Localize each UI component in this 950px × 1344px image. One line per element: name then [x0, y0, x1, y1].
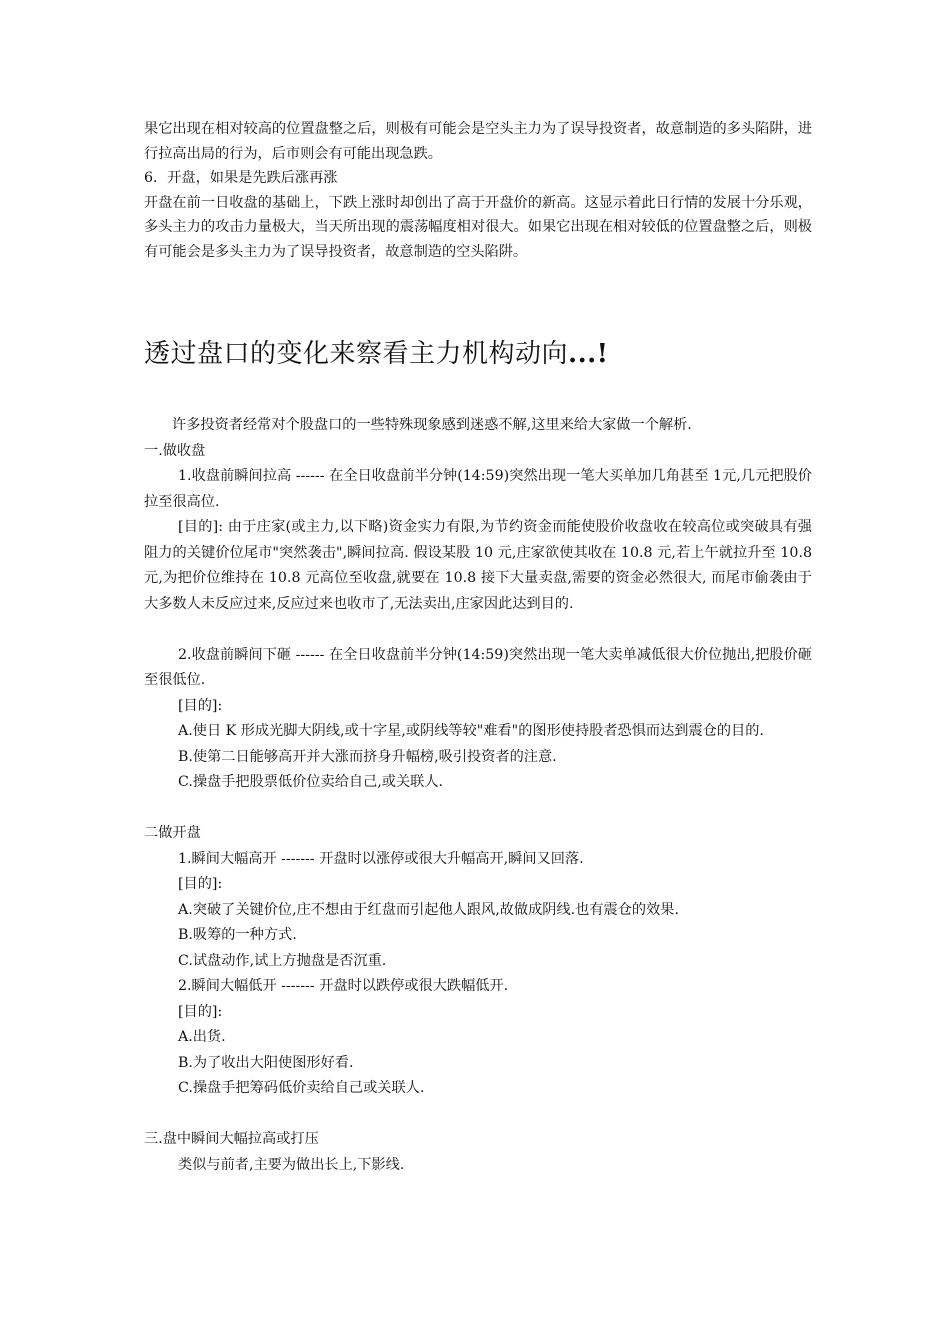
- section-heading: 三.盘中瞬间大幅拉高或打压: [144, 1131, 319, 1147]
- list-item: C.试盘动作,试上方抛盘是否沉重.: [178, 952, 387, 969]
- list-item: A.使日 K 形成光脚大阴线,或十字星,或阴线等较"难看"的图形使持股者恐惧而达到震仓的目的.: [178, 723, 764, 739]
- section-heading: 一.做收盘: [144, 442, 206, 459]
- lead-paragraph: 许多投资者经常对个股盘口的一些特殊现象感到迷惑不解,这里来给大家做一个解析.: [172, 417, 692, 433]
- intro-paragraph: 果它出现在相对较高的位置盘整之后，则极有可能会是空头主力为了误导投资者，故意制造的多头陷阱，进行拉高出局的行为，后市则会有可能出现急跌。: [144, 121, 812, 162]
- spacer: [144, 796, 812, 822]
- article-body: [144, 413, 812, 1178]
- list-item: B.吸筹的一种方式.: [178, 927, 297, 943]
- list-item: B.为了收出大阳使图形好看.: [178, 1054, 354, 1071]
- list-item: 1.瞬间大幅高开 ------- 开盘时以涨停或很大升幅高开,瞬间又回落.: [178, 850, 584, 867]
- list-item: A.出货.: [178, 1029, 226, 1045]
- section-heading: 二做开盘: [144, 825, 201, 841]
- purpose-label: [目的]:: [178, 1003, 223, 1020]
- article-title: [144, 332, 812, 376]
- intro-section: [144, 117, 812, 265]
- list-item: B.使第二日能够高开并大涨而挤身升幅榜,吸引投资者的注意.: [178, 748, 557, 765]
- article-title-text: 透过盘口的变化来察看主力机构动向: [144, 339, 569, 369]
- list-item: 1.收盘前瞬间拉高 ------ 在全日收盘前半分钟(14:59)突然出现一笔大买单加几角甚至 1元,几元把股价拉至很高位.: [144, 468, 812, 510]
- article-title-suffix: ...!: [568, 339, 609, 369]
- list-item: C.操盘手把筹码低价卖给自己或关联人.: [178, 1080, 425, 1096]
- intro-paragraph: 开盘在前一日收盘的基础上，下跌上涨时却创出了高于开盘价的新高。这显示着此日行情的发展十分乐观，多头主力的攻击力量极大，当天所出现的震荡幅度相对很大。如果它出现在相对较低的位置盘整之后，则极有可能会是多头主力为了误导投资者，故意制造的空头陷阱。: [144, 194, 812, 260]
- list-item: A.突破了关键价位,庄不想由于红盘而引起他人跟风,故做成阴线.也有震仓的效果.: [178, 901, 679, 918]
- list-item: C.操盘手把股票低价位卖给自己,或关联人.: [178, 774, 444, 790]
- purpose-label: [目的]:: [178, 876, 223, 892]
- intro-subheading: 6．开盘，如果是先跌后涨再涨: [144, 170, 338, 187]
- purpose-paragraph: [目的]: 由于庄家(或主力,以下略)资金实力有限,为节约资金而能使股价收盘收在较高位或突破具有强阻力的关键价位尾市"突然袭击",瞬间拉高. 假设某股 10 元,庄家欲使其收在 10.8 元,若上午就拉升至 10.8 元,为把价位维持在 10.8 元高位至收盘,就要在 10.8 接下大量卖盘,需要的资金必然很大, 而尾市偷袭由于大多数人未反应过来,反应过来也收市了,无法卖出,庄家因此达到目的.: [144, 519, 812, 612]
- spacer: [144, 1102, 812, 1128]
- list-item: 2.瞬间大幅低开 ------- 开盘时以跌停或很大跌幅低开.: [178, 978, 509, 994]
- list-item: 2.收盘前瞬间下砸 ------ 在全日收盘前半分钟(14:59)突然出现一笔大卖单减低很大价位抛出,把股价砸至很低位.: [144, 646, 812, 688]
- purpose-label: [目的]:: [178, 697, 223, 714]
- spacer: [144, 617, 812, 643]
- list-item: 类似与前者,主要为做出长上,下影线.: [178, 1156, 405, 1173]
